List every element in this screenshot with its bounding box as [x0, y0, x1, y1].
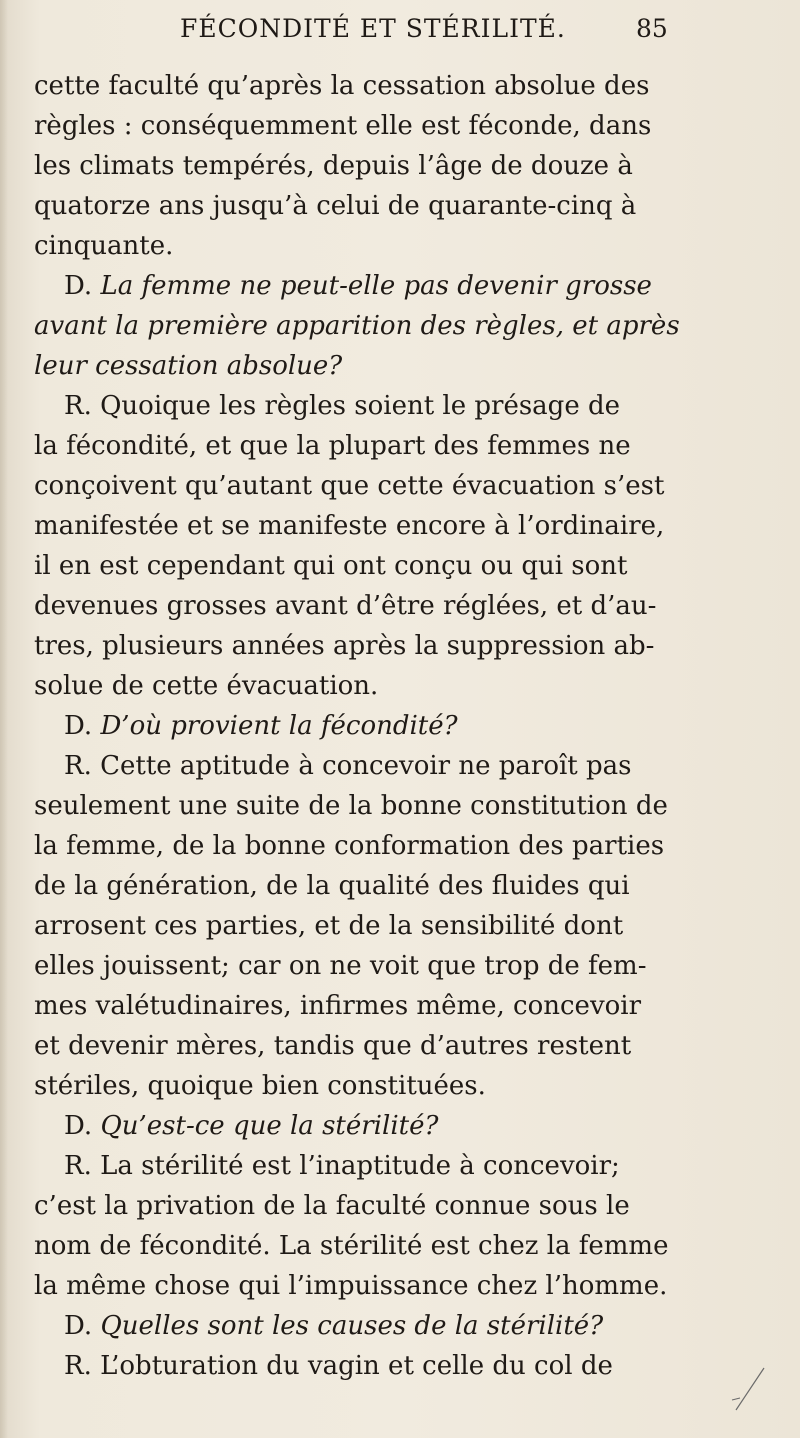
text-line: [34, 706, 754, 746]
text-line: mes valétudinaires, infirmes même, concevoir: [34, 991, 642, 1021]
text-line: [34, 1106, 754, 1146]
text-line: et devenir mères, tandis que d’autres restent: [34, 1031, 632, 1061]
question-text: La femme ne peut-elle pas devenir grosse: [100, 271, 652, 301]
question-marker: D.: [64, 1111, 101, 1141]
text-line: tres, plusieurs années après la suppression ab-: [34, 631, 655, 661]
text-line: arrosent ces parties, et de la sensibilité dont: [34, 911, 624, 941]
text-line: cinquante.: [34, 231, 174, 261]
text-line: elles jouissent; car on ne voit que trop de fem-: [34, 951, 647, 981]
text-line: leur cessation absolue?: [34, 351, 343, 381]
question-text: Quelles sont les causes de la stérilité?: [100, 1311, 604, 1341]
text-line: solue de cette évacuation.: [34, 671, 379, 701]
question-marker: D.: [64, 711, 101, 741]
text-line: de la génération, de la qualité des fluides qui: [34, 871, 630, 901]
text-line: c’est la privation de la faculté connue sous le: [34, 1191, 630, 1221]
text-line: les climats tempérés, depuis l’âge de douze à: [34, 151, 633, 181]
text-line: la fécondité, et que la plupart des femmes ne: [34, 431, 631, 461]
text-line: [34, 1306, 754, 1346]
text-line: stériles, quoique bien constituées.: [34, 1071, 486, 1101]
question-text: D’où provient la fécondité?: [100, 711, 458, 741]
text-line: la femme, de la bonne conformation des parties: [34, 831, 665, 861]
question-marker: D.: [64, 271, 101, 301]
page-number: 85: [636, 14, 668, 43]
text-line: cette faculté qu’après la cessation absolue des: [34, 71, 650, 101]
text-line: devenues grosses avant d’être réglées, et d’au-: [34, 591, 657, 621]
text-line: manifestée et se manifeste encore à l’ordinaire,: [34, 511, 665, 541]
pen-mark-icon: [730, 1360, 770, 1420]
text-line: avant la première apparition des règles, et après: [34, 311, 680, 341]
text-line: R. La stérilité est l’inaptitude à concevoir;: [64, 1151, 620, 1181]
text-line: nom de fécondité. La stérilité est chez la femme: [34, 1231, 669, 1261]
text-line: R. Quoique les règles soient le présage de: [64, 391, 621, 421]
text-line: quatorze ans jusqu’à celui de quarante-cinq à: [34, 191, 637, 221]
question-marker: D.: [64, 1311, 101, 1341]
running-head: [0, 8, 800, 52]
text-line: il en est cependant qui ont conçu ou qui sont: [34, 551, 628, 581]
body-text: [34, 66, 754, 1386]
text-line: la même chose qui l’impuissance chez l’homme.: [34, 1271, 668, 1301]
text-line: conçoivent qu’autant que cette évacuation s’est: [34, 471, 665, 501]
text-line: seulement une suite de la bonne constitution de: [34, 791, 668, 821]
question-text: Qu’est-ce que la stérilité?: [100, 1111, 439, 1141]
text-line: règles : conséquemment elle est féconde, dans: [34, 111, 652, 141]
text-line: R. L’obturation du vagin et celle du col de: [64, 1351, 613, 1381]
text-line: [34, 266, 754, 306]
page-edge-shadow: [0, 0, 8, 1438]
text-line: R. Cette aptitude à concevoir ne paroît pas: [64, 751, 632, 781]
running-head-title: FÉCONDITÉ ET STÉRILITÉ.: [180, 14, 566, 43]
